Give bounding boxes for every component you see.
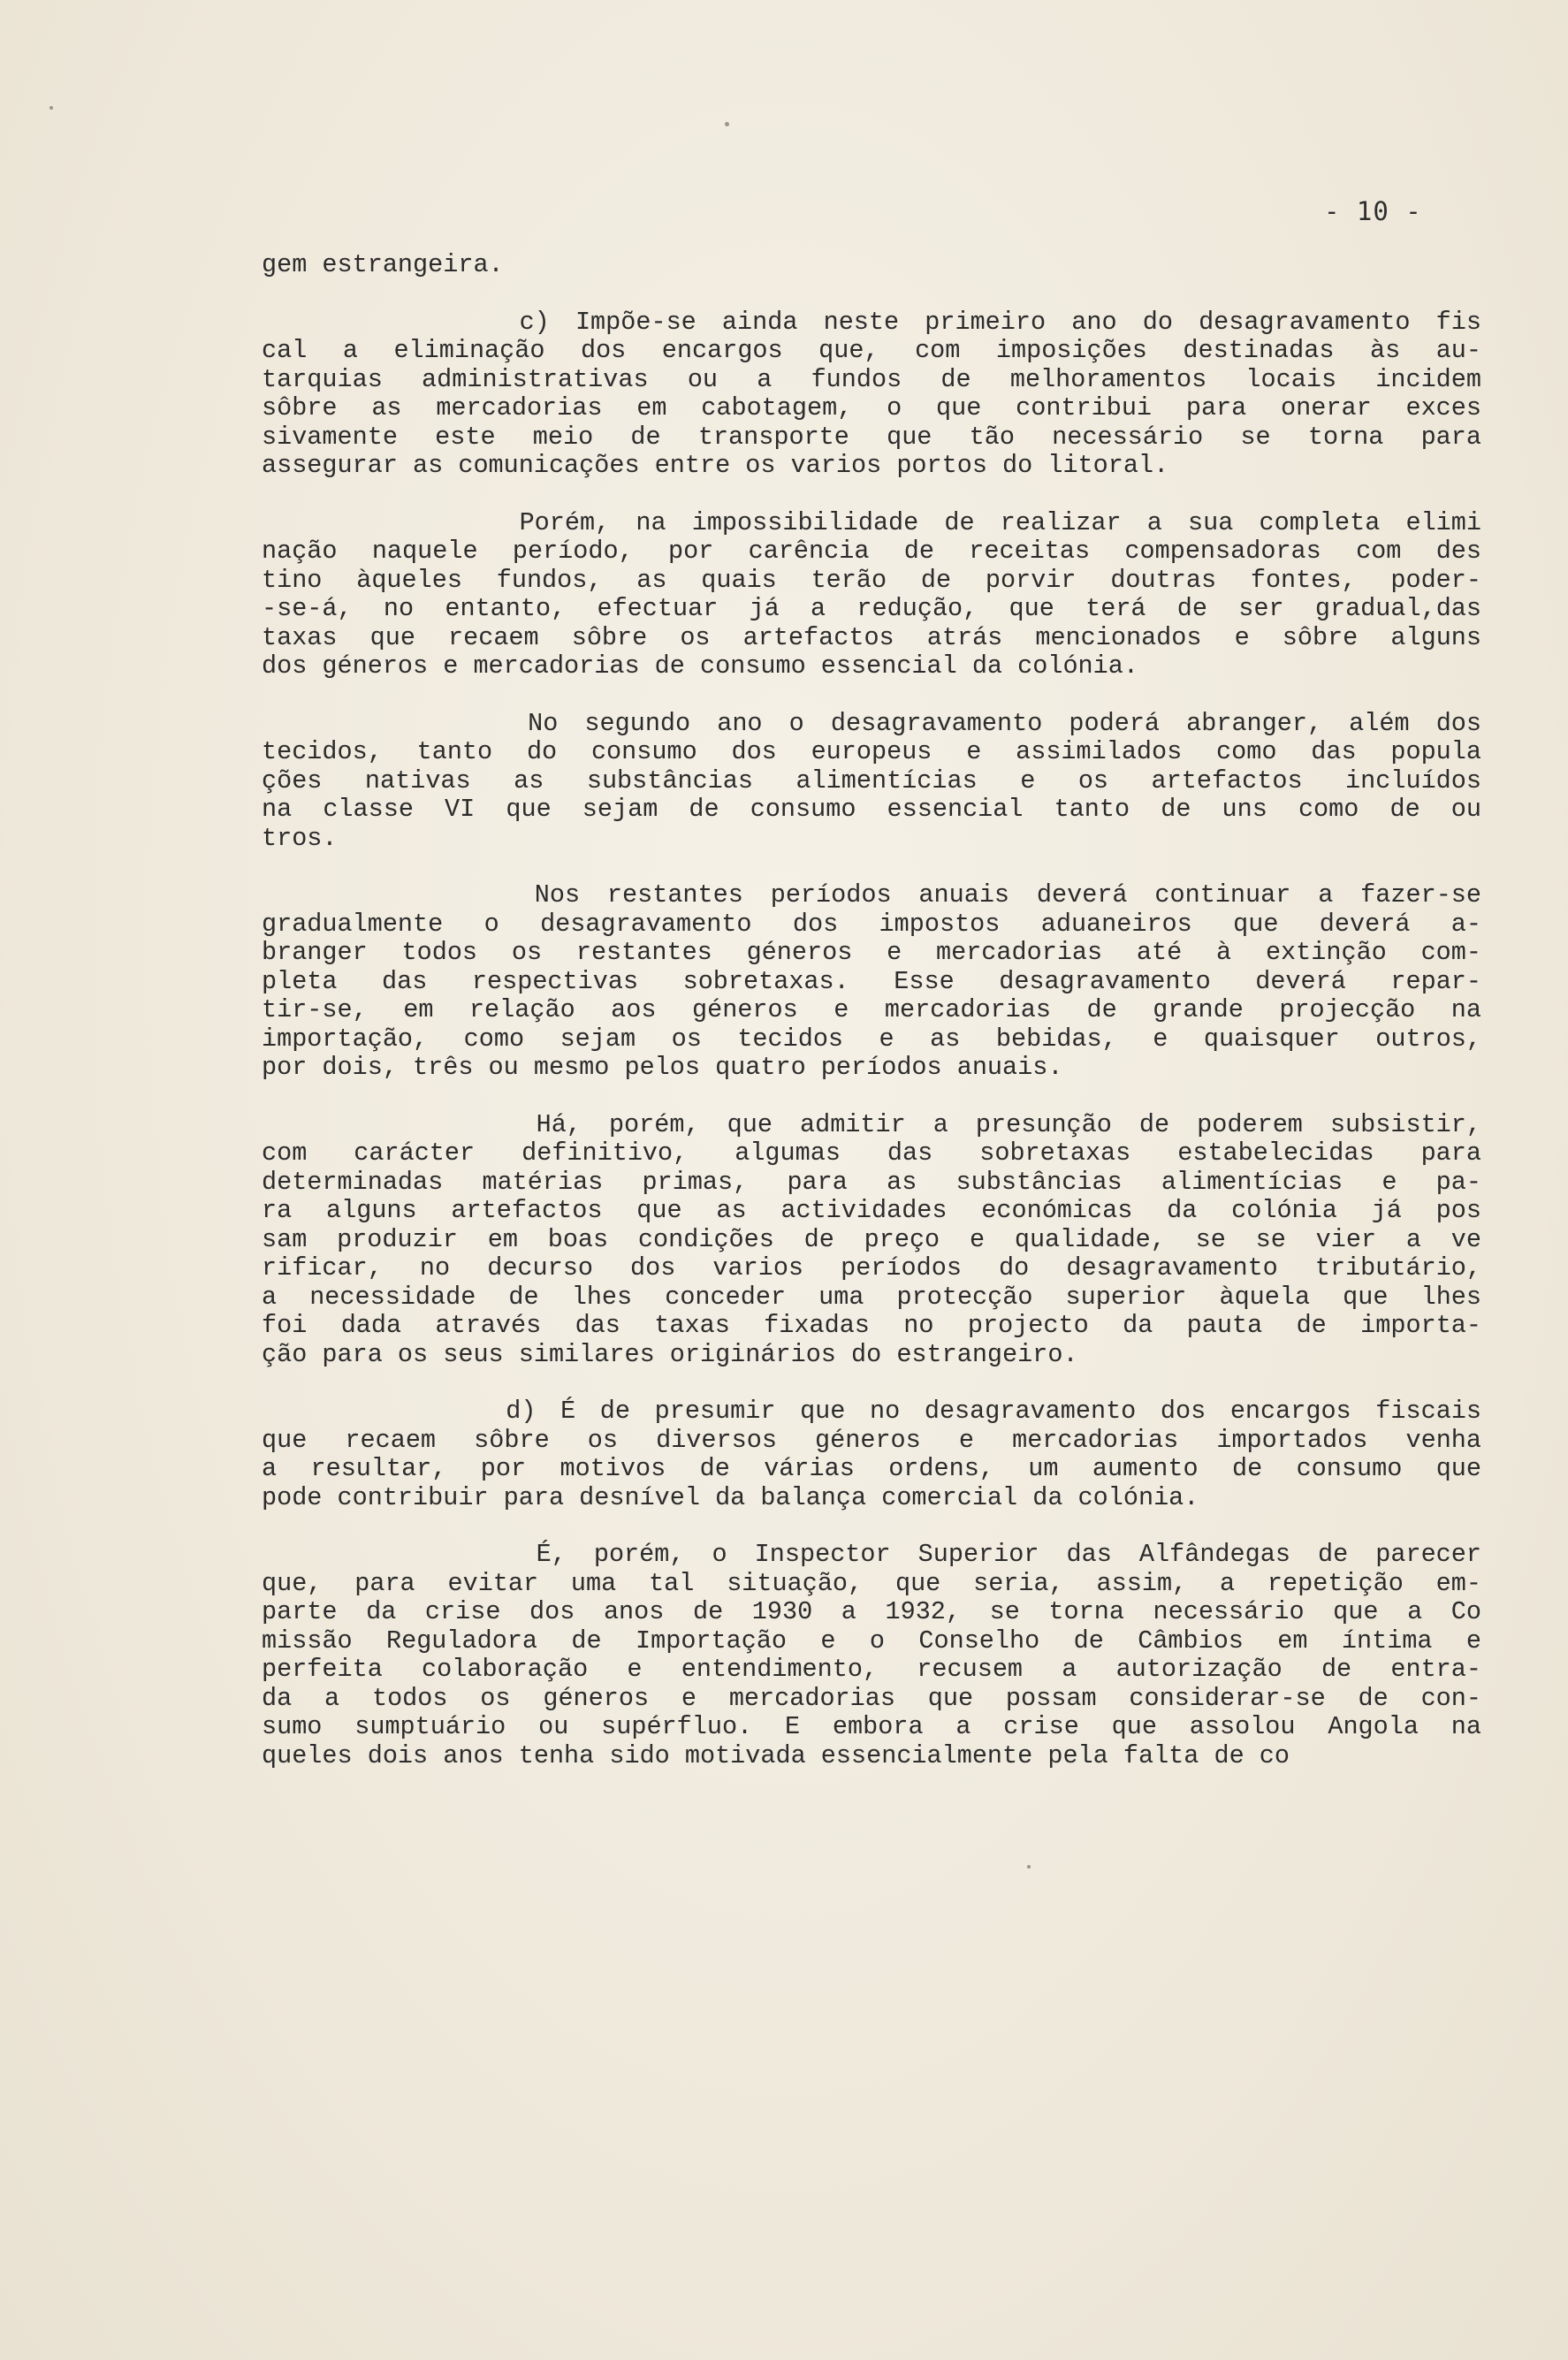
text-line: branger todos os restantes géneros e mercadorias até à extinção com- <box>262 938 1481 967</box>
text-line: dos géneros e mercadorias de consumo essencial da colónia. <box>262 651 1138 681</box>
document-body <box>262 251 1481 1770</box>
paragraph <box>262 710 1481 854</box>
text-line: na classe VI que sejam de consumo essencial tanto de uns como de ou <box>262 795 1481 824</box>
text-line: gradualmente o desagravamento dos impostos aduaneiros que deverá a- <box>262 909 1481 939</box>
paragraph-gap <box>262 481 1481 509</box>
text-line: tino àqueles fundos, as quais terão de porvir doutras fontes, poder- <box>262 565 1481 595</box>
text-line: cal a eliminação dos encargos que, com imposições destinadas às au- <box>262 336 1481 365</box>
text-line: a resultar, por motivos de várias ordens, um aumento de consumo que <box>262 1454 1481 1483</box>
text-line: ção para os seus similares originários do estrangeiro. <box>262 1339 1078 1369</box>
paragraph <box>262 1111 1481 1370</box>
text-line: Nos restantes períodos anuais deverá continuar a fazer-se <box>262 880 1481 910</box>
text-line: ra alguns artefactos que as actividades económicas da colónia já pos <box>262 1196 1481 1225</box>
paragraph <box>262 509 1481 681</box>
paper-speck <box>725 122 729 126</box>
text-line: parte da crise dos anos de 1930 a 1932, se torna necessário que a Co <box>262 1597 1481 1626</box>
text-line: sôbre as mercadorias em cabotagem, o que contribui para onerar exces <box>262 393 1481 423</box>
text-line: pleta das respectivas sobretaxas. Esse desagravamento deverá repar- <box>262 966 1481 996</box>
text-line: tir-se, em relação aos géneros e mercadorias de grande projecção na <box>262 995 1481 1024</box>
text-line: d) É de presumir que no desagravamento dos encargos fiscais <box>262 1397 1481 1426</box>
text-line: perfeita colaboração e entendimento, recusem a autorização de entra- <box>262 1655 1481 1684</box>
text-line: No segundo ano o desagravamento poderá abranger, além dos <box>262 708 1481 738</box>
paper-speck <box>49 106 53 110</box>
text-line: -se-á, no entanto, efectuar já a redução, que terá de ser gradual,das <box>262 594 1481 623</box>
text-line: importação, como sejam os tecidos e as bebidas, e quaisquer outros, <box>262 1024 1481 1054</box>
text-line: tarquias administrativas ou a fundos de melhoramentos locais incidem <box>262 364 1481 394</box>
text-line: rificar, no decurso dos varios períodos do desagravamento tributário, <box>262 1253 1481 1283</box>
paragraph <box>262 1541 1481 1770</box>
paragraph <box>262 308 1481 481</box>
text-line: com carácter definitivo, algumas das sobretaxas estabelecidas para <box>262 1138 1481 1168</box>
text-line: missão Reguladora de Importação e o Conselho de Câmbios em íntima e <box>262 1625 1481 1656</box>
paragraph-gap <box>262 1083 1481 1111</box>
text-line: da a todos os géneros e mercadorias que possam considerar-se de con- <box>262 1683 1481 1713</box>
text-line: nação naquele período, por carência de receitas compensadoras com des <box>262 537 1481 566</box>
paragraph-gap <box>262 1512 1481 1541</box>
text-line: assegurar as comunicações entre os varios portos do litoral. <box>262 451 1169 480</box>
text-line: Há, porém, que admitir a presunção de poderem subsistir, <box>262 1109 1481 1139</box>
paragraph-gap <box>262 853 1481 881</box>
text-line: sivamente este meio de transporte que tão necessário se torna para <box>262 422 1481 452</box>
text-line: a necessidade de lhes conceder uma protecção superior àquela que lhes <box>262 1282 1481 1312</box>
text-line: tros. <box>262 823 338 853</box>
text-line: que recaem sôbre os diversos géneros e mercadorias importados venha <box>262 1425 1481 1455</box>
text-line: por dois, três ou mesmo pelos quatro períodos anuais. <box>262 1053 1063 1082</box>
text-line: que, para evitar uma tal situação, que seria, assim, a repetição em- <box>262 1568 1481 1598</box>
text-line: gem estrangeira. <box>262 250 504 279</box>
paragraph <box>262 881 1481 1083</box>
text-line: tecidos, tanto do consumo dos europeus e assimilados como das popula <box>262 737 1481 766</box>
paragraph-gap <box>262 280 1481 308</box>
text-line: c) Impõe-se ainda neste primeiro ano do desagravamento fis <box>262 307 1481 337</box>
text-line: É, porém, o Inspector Superior das Alfândegas de parecer <box>262 1540 1481 1569</box>
text-line: determinadas matérias primas, para as substâncias alimentícias e pa- <box>262 1167 1481 1197</box>
paragraph <box>262 1397 1481 1512</box>
page-number: - 10 - <box>1324 196 1422 226</box>
paragraph <box>262 251 1481 280</box>
paper-speck <box>1027 1865 1031 1869</box>
text-line: queles dois anos tenha sido motivada essencialmente pela falta de co <box>262 1740 1290 1770</box>
text-line: pode contribuir para desnível da balança comercial da colónia. <box>262 1482 1199 1512</box>
text-line: foi dada através das taxas fixadas no projecto da pauta de importa- <box>262 1311 1481 1340</box>
text-line: sumo sumptuário ou supérfluo. E embora a crise que assolou Angola na <box>262 1712 1481 1741</box>
text-line: taxas que recaem sôbre os artefactos atrás mencionados e sôbre alguns <box>262 622 1481 652</box>
paragraph-gap <box>262 1369 1481 1397</box>
paragraph-gap <box>262 681 1481 710</box>
text-line: Porém, na impossibilidade de realizar a sua completa elimi <box>262 507 1481 537</box>
text-line: sam produzir em boas condições de preço e qualidade, se se vier a ve <box>262 1224 1481 1254</box>
text-line: ções nativas as substâncias alimentícias e os artefactos incluídos <box>262 765 1481 796</box>
